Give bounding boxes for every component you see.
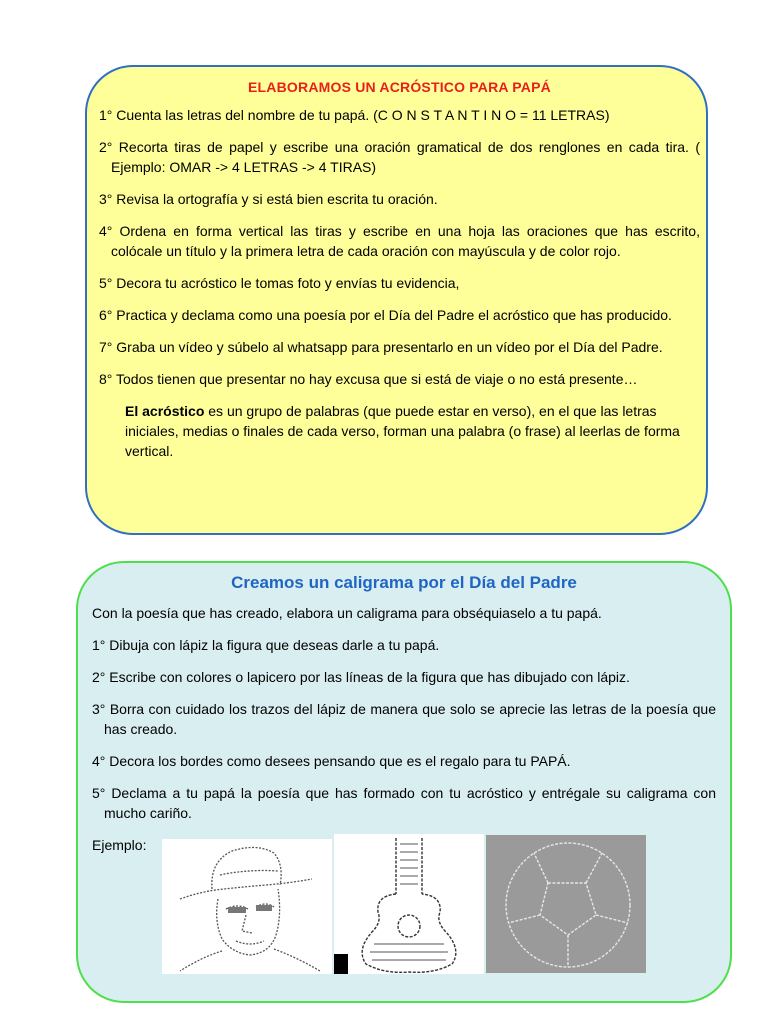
calligram-step-3: 3° Borra con cuidado los trazos del lápiz de manera que solo se aprecie las letras de la poesía que has creado. — [92, 701, 716, 737]
soccer-ball-calligram-image — [486, 839, 646, 973]
man-with-hat-calligram-image — [162, 839, 332, 974]
acrostic-step-6: 6° Practica y declama como una poesía por el Día del Padre el acróstico que has producido. — [99, 307, 672, 323]
calligram-step-2: 2° Escribe con colores o lapicero por las líneas de la figura que has dibujado con lápiz. — [92, 669, 630, 685]
acrostic-step-4: 4° Ordena en forma vertical las tiras y escribe en una hoja las oraciones que has escrito, colócale un título y la primera letra de cada oración con mayúscula y de color rojo. — [99, 223, 700, 259]
calligram-step-1: 1° Dibuja con lápiz la figura que deseas darle a tu papá. — [92, 637, 440, 653]
calligram-step-5: 5° Declama a tu papá la poesía que has formado con tu acróstico y entrégale su caligrama con mucho cariño. — [92, 785, 716, 821]
calligram-title: Creamos un caligrama por el Día del Padre — [231, 573, 577, 592]
acrostic-instructions-box — [85, 65, 708, 535]
acrostic-step-7: 7° Graba un vídeo y súbelo al whatsapp para presentarlo en un vídeo por el Día del Padre. — [99, 339, 663, 355]
acrostic-step-5: 5° Decora tu acróstico le tomas foto y envías tu evidencia, — [99, 275, 460, 291]
acrostic-step-1: 1° Cuenta las letras del nombre de tu papá. (C O N S T A N T I N O = 11 LETRAS) — [99, 107, 610, 123]
example-label: Ejemplo: — [92, 837, 147, 853]
guitar-calligram-image — [334, 839, 484, 974]
acrostic-title: ELABORAMOS UN ACRÓSTICO PARA PAPÁ — [248, 79, 551, 95]
definition-text: es un grupo de palabras (que puede estar en verso), en el que las letras iniciales, medias o finales de cada verso, forman una palabra (o frase) al leerlas de forma vertical. — [125, 403, 680, 459]
calligram-step-4: 4° Decora los bordes como desees pensando que es el regalo para tu PAPÁ. — [92, 753, 571, 769]
acrostic-definition — [125, 401, 685, 461]
calligram-instructions-box — [76, 561, 732, 1003]
acrostic-step-2: 2° Recorta tiras de papel y escribe una oración gramatical de dos renglones en cada tira. ( Ejemplo: OMAR -> 4 LETRAS -> 4 TIRAS) — [99, 139, 700, 175]
acrostic-step-8: 8° Todos tienen que presentar no hay excusa que si está de viaje o no está presente… — [99, 371, 638, 387]
calligram-intro: Con la poesía que has creado, elabora un caligrama para obséquiaselo a tu papá. — [92, 605, 602, 621]
definition-term: El acróstico — [125, 403, 205, 419]
acrostic-step-3: 3° Revisa la ortografía y si está bien escrita tu oración. — [99, 191, 438, 207]
